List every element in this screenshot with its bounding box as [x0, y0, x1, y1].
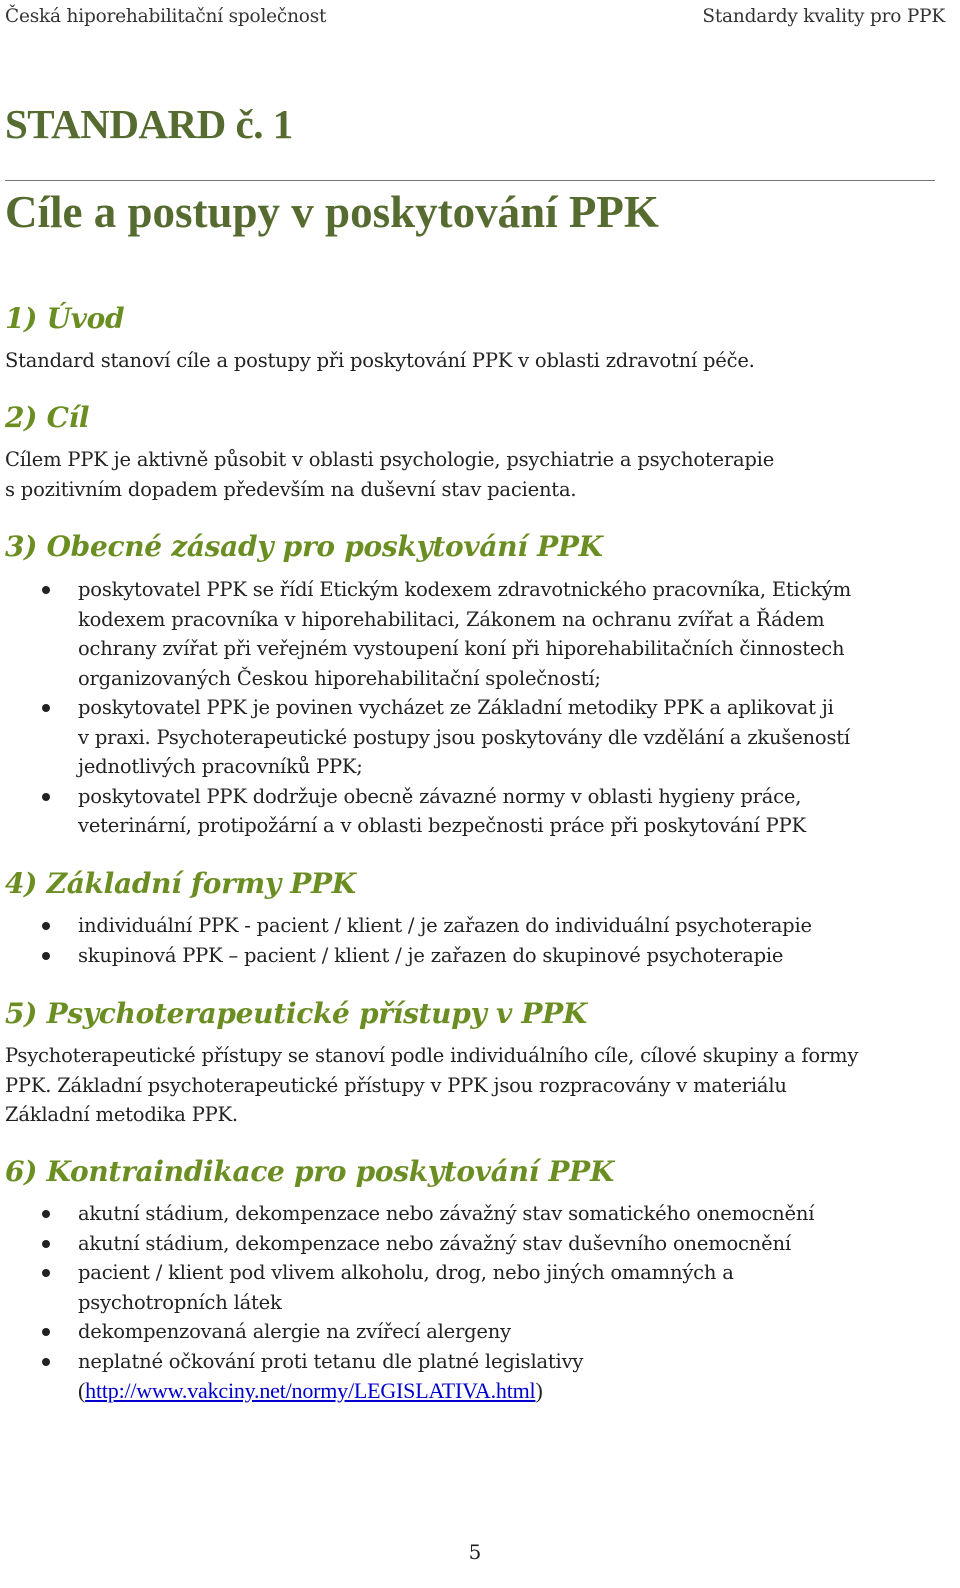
text-line: s pozitivním dopadem především na duševní stav pacienta.	[5, 477, 577, 501]
section-1-text	[5, 346, 950, 376]
section-6-list	[0, 1199, 950, 1406]
header-left-text: Česká hiporehabilitační společnost	[5, 6, 327, 27]
bullet-icon	[42, 793, 50, 801]
legislation-link[interactable]: http://www.vakciny.net/normy/LEGISLATIVA.html	[85, 1378, 536, 1403]
section-2-heading: 2) Cíl	[5, 401, 90, 434]
text-line: akutní stádium, dekompenzace nebo závažný stav somatického onemocnění	[78, 1202, 815, 1225]
standard-title: Cíle a postupy v poskytování PPK	[5, 187, 659, 237]
text-line: poskytovatel PPK dodržuje obecně závazné normy v oblasti hygieny práce,	[78, 784, 802, 808]
text-line: dekompenzovaná alergie na zvířecí alergeny	[78, 1320, 511, 1343]
bullet-icon	[42, 1240, 50, 1248]
paren-open: (	[78, 1378, 86, 1403]
text-line: poskytovatel PPK je povinen vycházet ze Základní metodiky PPK a aplikovat ji	[78, 696, 834, 719]
section-3-list	[0, 575, 950, 841]
text-line: kodexem pracovníka v hiporehabilitaci, Zákonem na ochranu zvířat a Řádem	[78, 607, 825, 631]
list-item	[0, 1347, 950, 1406]
bullet-icon	[42, 1358, 50, 1366]
list-item	[0, 941, 950, 971]
text-line: PPK. Základní psychoterapeutické přístupy v PPK jsou rozpracovány v materiálu	[5, 1073, 787, 1097]
text-line: skupinová PPK – pacient / klient / je zařazen do skupinové psychoterapie	[78, 943, 784, 967]
section-3-heading: 3) Obecné zásady pro poskytování PPK	[5, 530, 603, 563]
title-divider	[5, 180, 935, 181]
text-line: psychotropních látek	[78, 1290, 282, 1314]
bullet-icon	[42, 1210, 50, 1218]
section-2-text	[5, 445, 950, 504]
text-line: individuální PPK - pacient / klient / je zařazen do individuální psychoterapie	[78, 914, 812, 937]
bullet-icon	[42, 1269, 50, 1277]
bullet-icon	[42, 952, 50, 960]
standard-number: STANDARD č. 1	[5, 101, 293, 147]
section-4-heading: 4) Základní formy PPK	[5, 867, 356, 900]
list-item	[0, 911, 950, 941]
list-item	[0, 782, 950, 841]
text-line: akutní stádium, dekompenzace nebo závažný stav duševního onemocnění	[78, 1231, 791, 1255]
section-5-text	[5, 1041, 950, 1130]
text-line: Cílem PPK je aktivně působit v oblasti psychologie, psychiatrie a psychoterapie	[5, 448, 775, 471]
bullet-icon	[42, 1328, 50, 1336]
text-line: poskytovatel PPK se řídí Etickým kodexem zdravotnického pracovníka, Etickým	[78, 578, 852, 601]
bullet-icon	[42, 586, 50, 594]
list-item	[0, 575, 950, 693]
legislation-link-line	[78, 1376, 950, 1406]
section-1-heading: 1) Úvod	[5, 302, 125, 335]
text-line: ochrany zvířat při veřejném vystoupení koní při hiporehabilitačních činnostech	[78, 637, 845, 660]
bullet-icon	[42, 922, 50, 930]
bullet-icon	[42, 704, 50, 712]
text-line: Základní metodika PPK.	[5, 1103, 238, 1126]
list-item	[0, 1258, 950, 1317]
section-6-heading: 6) Kontraindikace pro poskytování PPK	[5, 1155, 614, 1188]
text-line: neplatné očkování proti tetanu dle platné legislativy	[78, 1349, 584, 1373]
text-line: v praxi. Psychoterapeutické postupy jsou poskytovány dle vzdělání a zkušeností	[78, 725, 850, 749]
text-line: veterinární, protipožární a v oblasti bezpečnosti práce při poskytování PPK	[78, 814, 806, 837]
list-item	[0, 1317, 950, 1347]
text-line: organizovaných Českou hiporehabilitační společností;	[78, 666, 601, 690]
list-item	[0, 693, 950, 782]
text-line: jednotlivých pracovníků PPK;	[78, 755, 363, 778]
list-item	[0, 1229, 950, 1259]
header-right-text: Standardy kvality pro PPK	[702, 6, 945, 27]
text-line: Psychoterapeutické přístupy se stanoví podle individuálního cíle, cílové skupiny a formy	[5, 1044, 859, 1067]
page-number: 5	[468, 1540, 482, 1564]
paren-close: )	[535, 1378, 543, 1403]
list-item	[0, 1199, 950, 1229]
text-line: pacient / klient pod vlivem alkoholu, drog, nebo jiných omamných a	[78, 1261, 734, 1284]
section-5-heading: 5) Psychoterapeutické přístupy v PPK	[5, 997, 587, 1030]
section-4-list	[0, 911, 950, 970]
text-line: Standard stanoví cíle a postupy při poskytování PPK v oblasti zdravotní péče.	[5, 349, 755, 372]
page-header	[5, 6, 945, 32]
